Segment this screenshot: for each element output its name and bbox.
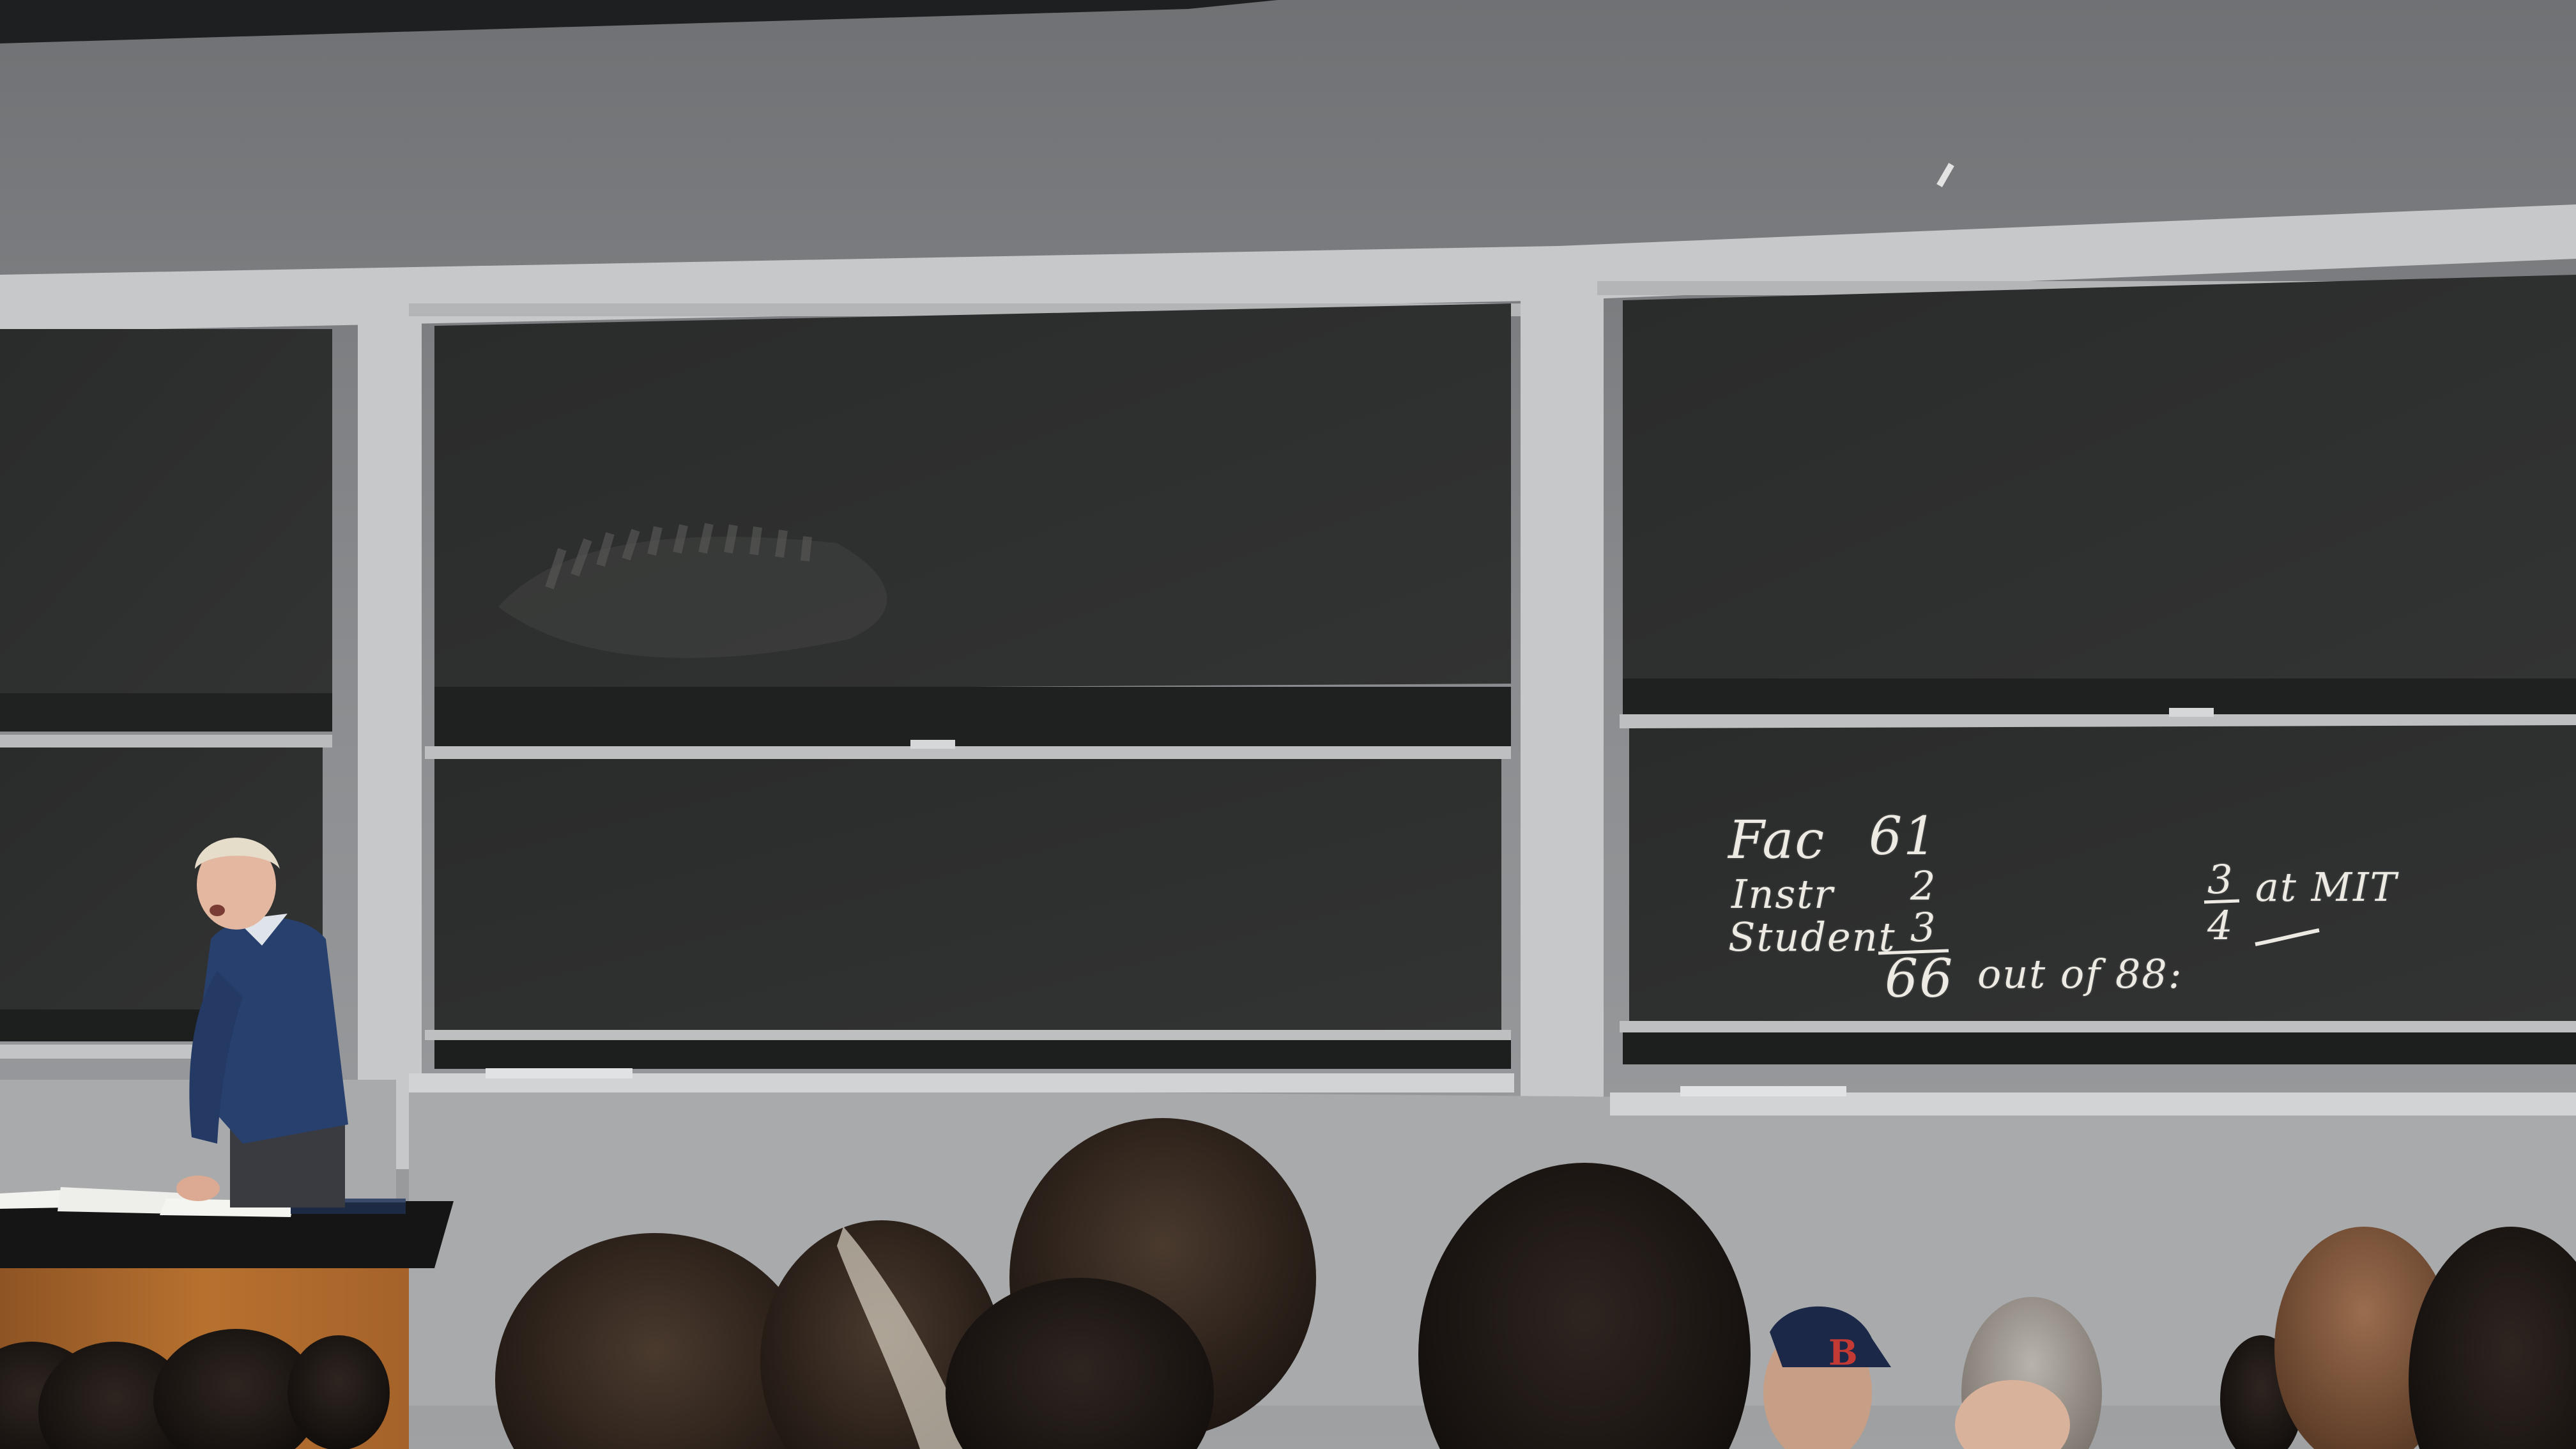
chalk-fraction-suffix: at MIT	[2255, 864, 2398, 910]
chalk-value-student: 3	[1910, 904, 1937, 951]
chalk-value-fac: 61	[1869, 806, 1938, 867]
chalk-label-fac: Fac	[1728, 810, 1826, 871]
chalk-label-instr: Instr	[1731, 871, 1834, 917]
chalk-value-instr: 2	[1910, 862, 1937, 909]
chalk-fraction-denominator: 4	[2207, 902, 2234, 949]
chalk-total-value: 66	[1885, 949, 1954, 1009]
chalk-fraction-numerator: 3	[2207, 856, 2234, 903]
middle-boards	[409, 303, 1521, 1092]
chalk-total-suffix: out of 88:	[1977, 951, 2183, 997]
cap-logo: B	[1828, 1332, 1858, 1373]
chalk-label-student: Student	[1728, 914, 1896, 960]
